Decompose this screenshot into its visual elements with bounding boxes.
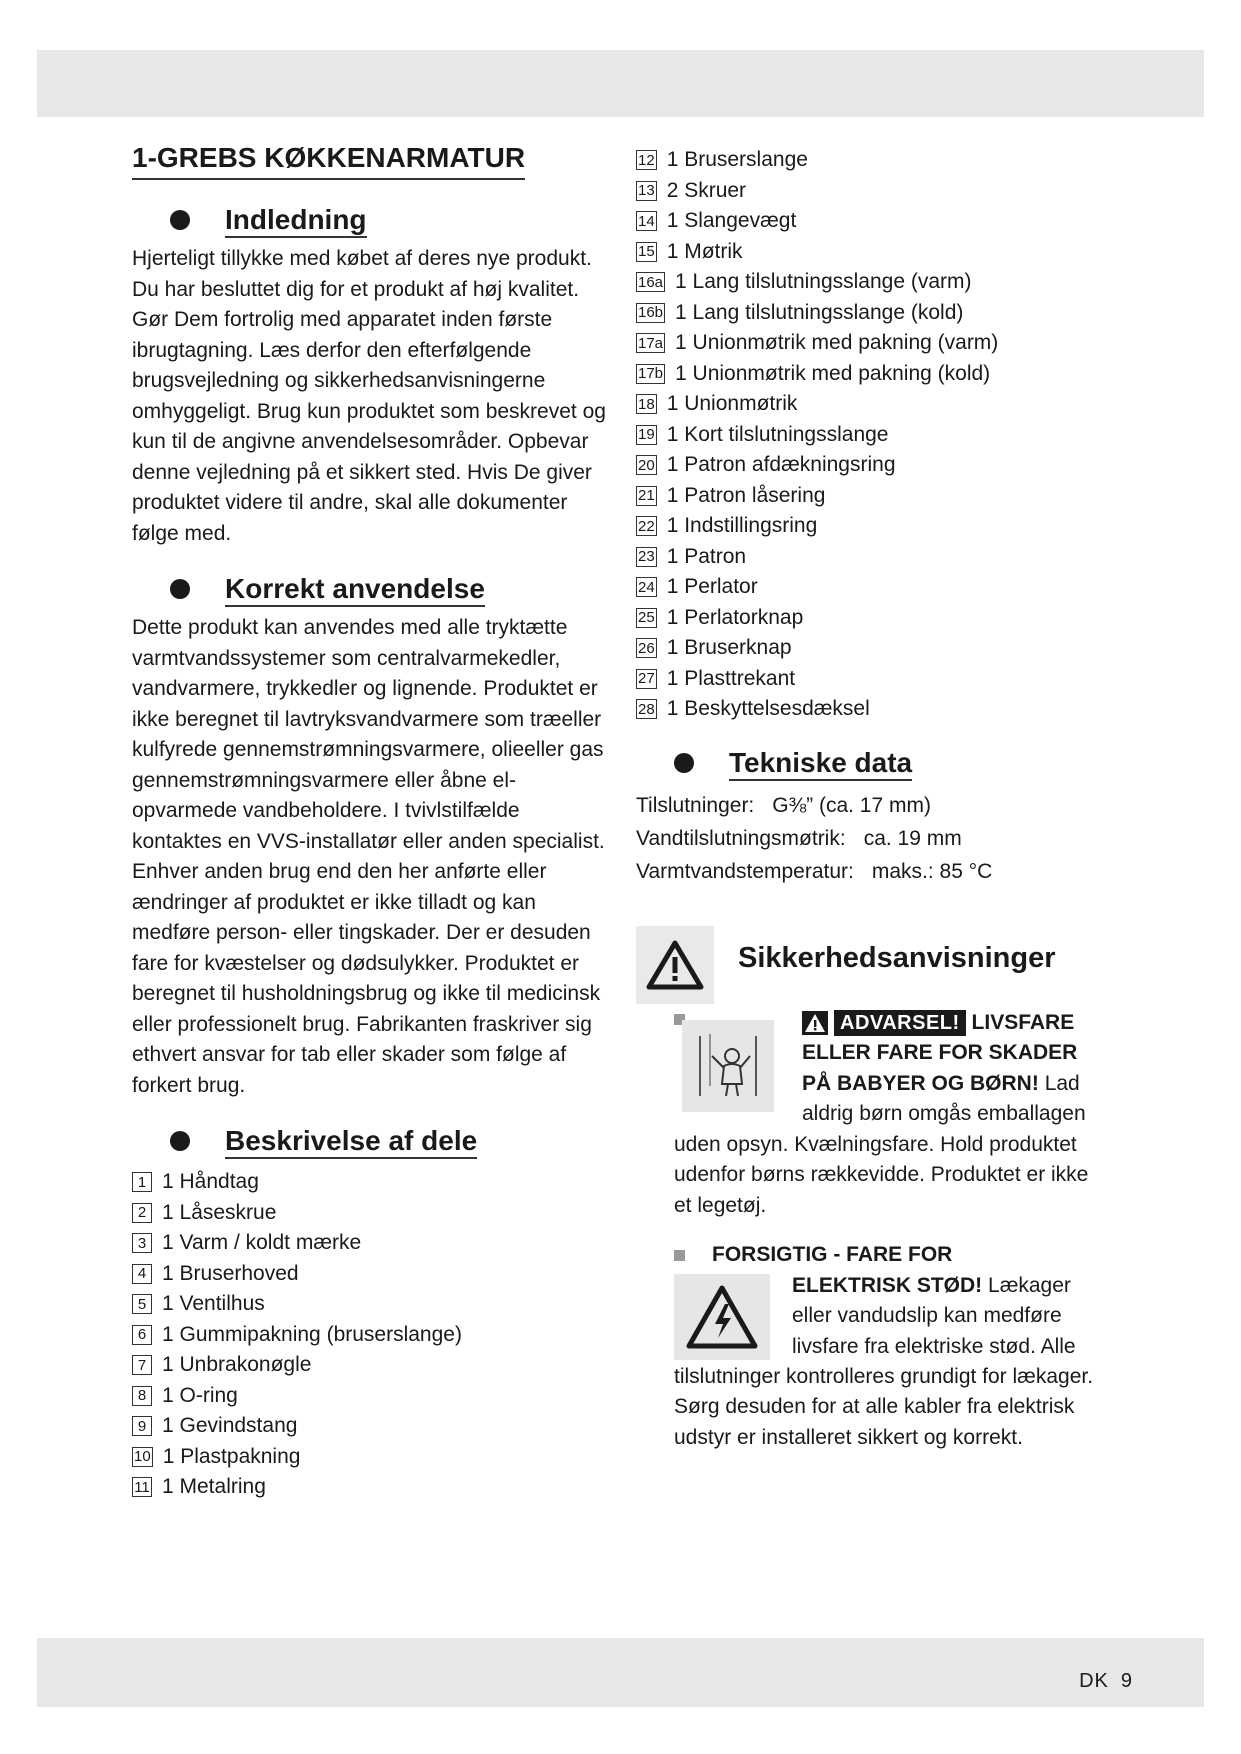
part-label: 1 Gevindstang (162, 1414, 298, 1437)
part-number-box: 20 (638, 456, 655, 474)
part-item (636, 389, 1116, 420)
part-label: 1 Lang tilslutningsslange (kold) (675, 300, 964, 324)
part-item (636, 603, 1116, 634)
parts-list-right (636, 145, 1116, 725)
part-item (132, 1442, 607, 1473)
part-label: 1 Møtrik (666, 239, 743, 263)
tech-row (636, 822, 1116, 855)
part-label: 1 Plasttrekant (666, 666, 796, 690)
part-item (636, 237, 1116, 268)
warning-small-icon (802, 1011, 828, 1035)
part-label: 1 Indstillingsring (666, 514, 818, 537)
part-label: 2 Skruer (666, 178, 747, 202)
usage-text: Dette produkt kan anvendes med alle tryktætte varmtvandssystemer som centralvarmekedler, vandvarmere, trykkedler og lignende. Produktet er ikke beregnet til lavtryksvandvarmere som træeller kulfyrede gennemstrømningsvarmere, olieeller gas gennemstrømningsvarmere eller åbne el-opvarmede vandbeholdere. I tvivlstilfælde kontaktes en VVS-installatør eller anden specialist. Enhver anden brug end den her anførte eller ændringer af produktet er ikke tilladt og kan medføre person- eller tingskader. Der er desuden fare for kvæstelser og dødsulykker. Produktet er beregnet til husholdningsbrug og ikke til medicinsk eller professionelt brug. Fabrikanten fraskriver sig ethvert ansvar for tab eller skader som følge af forkert brug. (132, 616, 605, 1097)
part-number-box: 23 (638, 548, 655, 566)
part-number-box: 6 (132, 1325, 152, 1345)
part-label: 1 Varm / koldt mærke (162, 1231, 362, 1254)
page-title: 1-GREBS KØKKENARMATUR (132, 140, 525, 180)
part-label: 1 Låseskrue (162, 1200, 277, 1224)
electric-hazard-icon (674, 1274, 770, 1360)
part-item (636, 694, 1116, 725)
part-label: 1 Metalring (162, 1475, 266, 1498)
part-label: 1 Gummipakning (bruserslange) (162, 1322, 462, 1346)
part-item (132, 1381, 607, 1412)
part-item (132, 1198, 607, 1229)
intro-text: Hjerteligt tillykke med købet af deres nye produkt. Du har besluttet dig for et produkt af høj kvalitet. Gør Dem fortrolig med apparatet inden første ibrugtagning. Læs derfor den efterfølgende brugsvejledning og sikkerhedsanvisningerne omhyggeligt. Brug kun produktet som beskrevet og kun til de angivne anvendelsesområder. Opbevar denne vejledning på et sikkert sted. Hvis De giver produktet videre til andre, skal alle dokumenter følge med. (132, 247, 606, 545)
right-column (636, 135, 1116, 1450)
part-label: 1 Ventilhus (162, 1292, 265, 1315)
part-label: 1 Slangevægt (666, 209, 797, 232)
header-band (37, 50, 1204, 117)
part-label: 1 Patron (666, 544, 747, 568)
part-item (636, 298, 1116, 329)
part-number-box: 17b (638, 365, 664, 383)
part-item (636, 420, 1116, 451)
safety-heading: Sikkerhedsanvisninger (738, 941, 1056, 974)
part-label: 1 Unionmøtrik med pakning (varm) (675, 331, 999, 354)
part-number-box: 2 (132, 1203, 152, 1223)
part-label: 1 Unionmøtrik med pakning (kold) (675, 361, 991, 385)
part-item (636, 145, 1116, 176)
tech-row (636, 855, 1116, 888)
warning-triangle-icon (636, 926, 714, 1004)
part-number-box: 9 (132, 1416, 152, 1436)
warning2-text-f: udstyr er installeret sikkert og korrekt. (674, 1425, 1023, 1449)
part-item (636, 633, 1116, 664)
part-label: 1 Plastpakning (162, 1444, 301, 1468)
section-heading-intro: Indledning (132, 202, 367, 238)
part-number-box: 11 (132, 1477, 152, 1497)
part-item (636, 206, 1116, 237)
warning1-text-e: et legetøj. (674, 1193, 767, 1217)
part-item (132, 1228, 607, 1259)
bullet-square-icon (674, 1250, 685, 1261)
part-label: 1 Unionmøtrik (666, 392, 798, 415)
part-item (636, 664, 1116, 695)
warning2-text-c: livsfare fra elektriske stød. Alle (792, 1334, 1076, 1358)
child-hazard-icon (682, 1020, 774, 1112)
part-number-box: 18 (638, 395, 655, 413)
footer-band (37, 1638, 1204, 1707)
footer-page: 9 (1120, 1670, 1133, 1692)
warning1-text-c: uden opsyn. Kvælningsfare. Hold produktet (674, 1132, 1077, 1156)
warning-electric (674, 1240, 1116, 1450)
part-item (636, 511, 1116, 542)
warning1-bold-a: LIVSFARE (971, 1010, 1075, 1034)
part-number-box: 21 (638, 487, 655, 505)
part-label: 1 Håndtag (162, 1170, 259, 1193)
part-number-box: 19 (638, 426, 655, 444)
tech-value: ca. 19 mm (863, 826, 962, 850)
tech-data-table (636, 789, 1116, 888)
part-label: 1 Perlator (666, 575, 758, 598)
part-item (132, 1259, 607, 1290)
section-heading-parts: Beskrivelse af dele (132, 1123, 477, 1159)
part-label: 1 O-ring (162, 1383, 238, 1407)
parts-list-left (132, 1167, 607, 1503)
part-item (636, 328, 1116, 359)
part-label: 1 Bruserhoved (162, 1261, 299, 1285)
part-label: 1 Patron afdækningsring (666, 453, 896, 476)
part-item (132, 1350, 607, 1381)
warning2-text-e: Sørg desuden for at alle kabler fra elektrisk (674, 1395, 1075, 1418)
part-number-box: 14 (638, 212, 655, 230)
part-number-box: 10 (134, 1448, 151, 1466)
warning2-text-d: tilslutninger kontrolleres grundigt for lækager. (674, 1364, 1094, 1388)
part-number-box: 28 (638, 700, 655, 718)
part-item (636, 176, 1116, 207)
part-label: 1 Perlatorknap (666, 605, 804, 629)
part-number-box: 24 (638, 578, 655, 596)
tech-label: Tilslutninger: (636, 793, 755, 817)
warning2-bold-b: ELEKTRISK STØD! (792, 1273, 983, 1297)
section-heading-tech: Tekniske data (636, 745, 912, 781)
part-number-box: 13 (638, 182, 655, 200)
warning1-text-b: aldrig børn omgås emballagen (802, 1102, 1086, 1125)
tech-value: G⅜” (ca. 17 mm) (772, 793, 931, 817)
section-heading-usage: Korrekt anvendelse (132, 571, 485, 607)
warning1-bold-c: PÅ BABYER OG BØRN! (802, 1071, 1039, 1095)
left-column (132, 135, 607, 1503)
tech-value: maks.: 85 °C (871, 859, 993, 883)
part-label: 1 Beskyttelsesdæksel (666, 697, 870, 720)
part-item (636, 267, 1116, 298)
part-label: 1 Patron låsering (666, 483, 826, 507)
part-number-box: 26 (638, 639, 655, 657)
warning-badge: ADVARSEL! (834, 1010, 966, 1036)
tech-label: Vandtilslutningsmøtrik: (636, 826, 846, 850)
page-number (1079, 1670, 1133, 1693)
part-number-box: 3 (132, 1233, 152, 1253)
part-item (132, 1320, 607, 1351)
part-number-box: 25 (638, 609, 655, 627)
part-item (636, 481, 1116, 512)
part-number-box: 15 (638, 243, 655, 261)
part-item (132, 1472, 607, 1503)
warning2-text-b: eller vandudslip kan medføre (792, 1304, 1062, 1327)
part-number-box: 7 (132, 1355, 152, 1375)
part-item (636, 450, 1116, 481)
part-item (636, 542, 1116, 573)
part-label: 1 Lang tilslutningsslange (varm) (675, 270, 972, 293)
part-number-box: 27 (638, 670, 655, 688)
part-item (636, 359, 1116, 390)
footer-lang: DK (1079, 1670, 1109, 1692)
part-label: 1 Bruserslange (666, 148, 808, 171)
safety-header (636, 926, 1116, 1008)
part-item (636, 572, 1116, 603)
warning1-text-a: Lad (1044, 1071, 1080, 1095)
part-number-box: 4 (132, 1264, 152, 1284)
part-number-box: 12 (638, 151, 655, 169)
part-number-box: 1 (132, 1172, 152, 1192)
tech-label: Varmtvandstemperatur: (636, 859, 854, 883)
part-number-box: 5 (132, 1294, 152, 1314)
part-number-box: 16a (638, 273, 664, 291)
part-item (132, 1289, 607, 1320)
part-item (132, 1411, 607, 1442)
warning-children (674, 1008, 1116, 1240)
part-number-box: 8 (132, 1386, 152, 1406)
warning1-bold-b: ELLER FARE FOR SKADER (802, 1041, 1078, 1064)
part-number-box: 17a (638, 334, 664, 352)
tech-row (636, 789, 1116, 822)
warning1-text-d: udenfor børns rækkevidde. Produktet er ikke (674, 1163, 1089, 1186)
part-item (132, 1167, 607, 1198)
part-number-box: 22 (638, 517, 655, 535)
warning2-bold-a: FORSIGTIG - FARE FOR (712, 1242, 953, 1266)
part-number-box: 16b (638, 304, 664, 322)
warning2-text-a: Lækager (988, 1273, 1071, 1297)
part-label: 1 Unbrakonøgle (162, 1353, 312, 1376)
part-label: 1 Bruserknap (666, 636, 792, 659)
part-label: 1 Kort tilslutningsslange (666, 422, 889, 446)
